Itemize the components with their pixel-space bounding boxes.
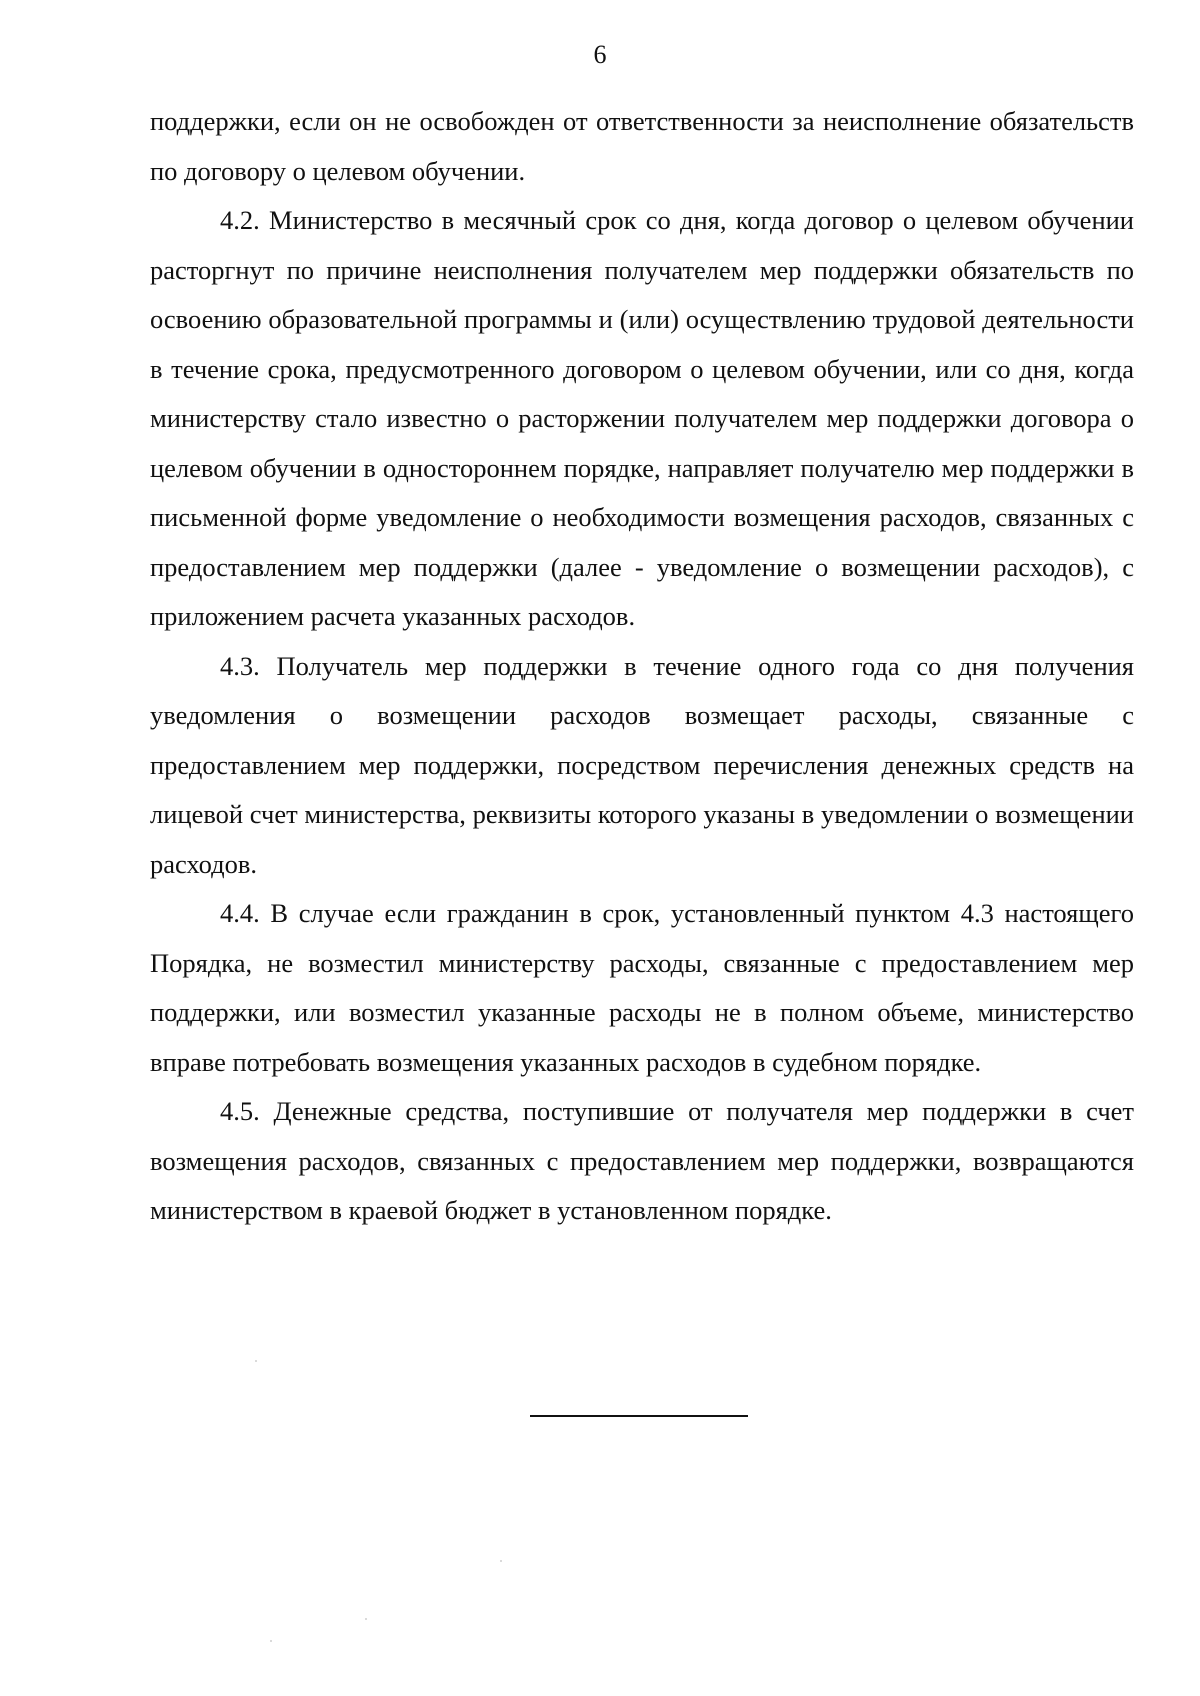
document-body xyxy=(150,97,1134,1236)
scan-speck xyxy=(365,1618,367,1620)
paragraph-4-4: 4.4. В случае если гражданин в срок, установленный пунктом 4.3 настоящего Порядка, не возместил министерству расходы, связанные с предоставлением мер поддержки, или возместил указанные расходы не в полном объеме, министерство вправе потребовать возмещения указанных расходов в судебном порядке. xyxy=(150,898,1134,1077)
end-of-document-rule xyxy=(530,1415,748,1417)
page-number: 6 xyxy=(593,40,607,69)
scan-speck xyxy=(270,1640,272,1642)
scan-speck xyxy=(500,1560,502,1562)
paragraph-4-5: 4.5. Денежные средства, поступившие от получателя мер поддержки в счет возмещения расходов, связанных с предоставлением мер поддержки, возвращаются министерством в краевой бюджет в установленном порядке. xyxy=(150,1096,1134,1225)
paragraph-4-3: 4.3. Получатель мер поддержки в течение одного года со дня получения уведомления о возмещении расходов возмещает расходы, связанные с предоставлением мер поддержки, посредством перечисления денежных средств на лицевой счет министерства, реквизиты которого указаны в уведомлении о возмещении расходов. xyxy=(150,650,1134,879)
paragraph-continuation: поддержки, если он не освобожден от ответственности за неисполнение обязательств по договору о целевом обучении. xyxy=(150,106,1134,186)
scan-speck xyxy=(255,1360,257,1362)
paragraph-4-2: 4.2. Министерство в месячный срок со дня, когда договор о целевом обучении расторгнут по причине неисполнения получателем мер поддержки обязательств по освоению образовательной программы и (или) осуществлению трудовой деятельности в течение срока, предусмотренного договором о целевом обучении, или со дня, когда министерству стало известно о расторжении получателем мер поддержки договора о целевом обучении в одностороннем порядке, направляет получателю мер поддержки в письменной форме уведомление о необходимости возмещения расходов, связанных с предоставлением мер поддержки (далее - уведомление о возмещении расходов), с приложением расчета указанных расходов. xyxy=(150,205,1134,631)
